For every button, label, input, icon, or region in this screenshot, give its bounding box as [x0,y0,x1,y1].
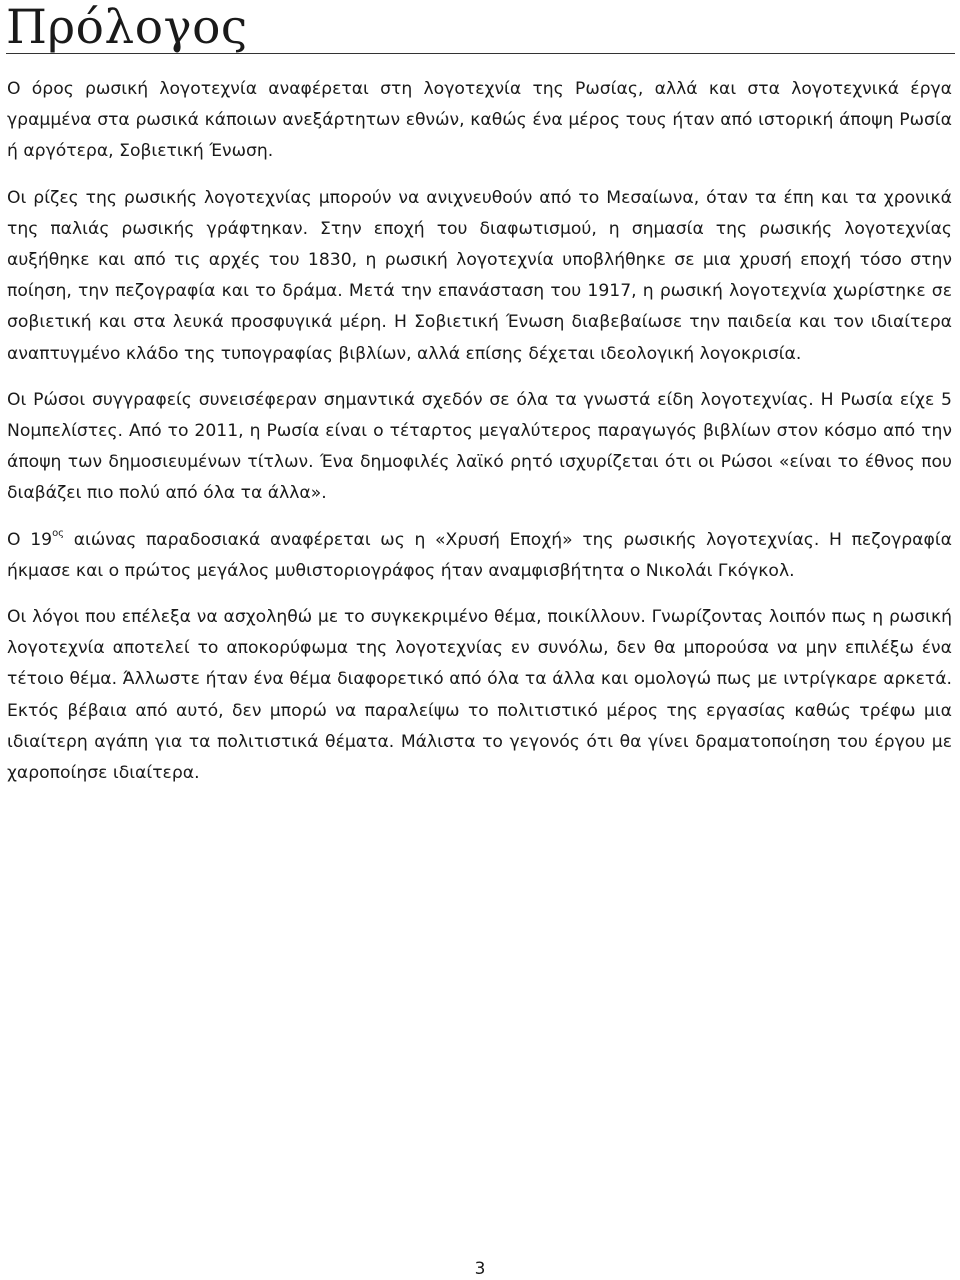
paragraph-contributions: Οι Ρώσοι συγγραφείς συνεισέφεραν σημαντικά σχεδόν σε όλα τα γνωστά είδη λογοτεχνίας. Η Ρωσία είχε 5 Νομπελίστες. Από το 2011, η Ρωσία είναι ο τέταρτος μεγαλύτερος παραγωγός βιβλίων στον κόσμο από την άποψη των δημοσιευμένων τίτλων. Ένα δημοφιλές λαϊκό ρητό ισχυρίζεται ότι οι Ρώσοι «είναι το έθνος που διαβάζει πιο πολύ από όλα τα άλλα». [7,389,952,504]
document-body [7,74,952,804]
paragraph-golden-age [7,525,952,587]
page-title: Πρόλογος [6,0,248,55]
golden-age-rest: αιώνας παραδοσιακά αναφέρεται ως η «Χρυσή Εποχή» της ρωσικής λογοτεχνίας. Η πεζογραφία ήκμασε και ο πρώτος μεγάλος μυθιστοριογράφος ήταν αναμφισβήτητα ο Νικολάι Γκόγκολ. [7,529,952,581]
title-underline [6,53,955,54]
ordinal-superscript: ος [52,527,65,539]
paragraph-history: Οι ρίζες της ρωσικής λογοτεχνίας μπορούν να ανιχνευθούν από το Μεσαίωνα, όταν τα έπη και τα χρονικά της παλιάς ρωσικής γράφτηκαν. Στην εποχή του διαφωτισμού, η σημασία της ρωσικής λογοτεχνίας αυξήθηκε και από τις αρχές του 1830, η ρωσική λογοτεχνία υποβλήθηκε σε μια χρυσή εποχή τόσο στην ποίηση, την πεζογραφία και το δράμα. Μετά την επανάσταση του 1917, η ρωσική λογοτεχνία χωρίστηκε σε σοβιετική και στα λευκά προσφυγικά μέρη. Η Σοβιετική Ένωση διαβεβαίωσε την παιδεία και τον ιδιαίτερα αναπτυγμένο κλάδο της τυπογραφίας βιβλίων, αλλά επίσης δέχεται ιδεολογική λογοκρισία. [7,187,952,364]
page-number: 3 [474,1259,486,1279]
golden-age-prefix: Ο 19 [7,529,53,550]
paragraph-reasons: Οι λόγοι που επέλεξα να ασχοληθώ με το συγκεκριμένο θέμα, ποικίλλουν. Γνωρίζοντας λοιπόν πως η ρωσική λογοτεχνία αποτελεί το αποκορύφωμα της λογοτεχνίας εν συνόλω, δεν θα μπορούσα να μην επιλέξω ένα τέτοιο θέμα. Άλλωστε ήταν ένα θέμα διαφορετικό από όλα τα άλλα και ομολογώ πως με ιντρίγκαρε αρκετά. Εκτός βέβαια από αυτό, δεν μπορώ να παραλείψω το πολιτιστικό μέρος της εργασίας καθώς τρέφω μια ιδιαίτερη αγάπη για τα πολιτιστικά θέματα. Μάλιστα το γεγονός ότι θα γίνει δραματοποίηση του έργου με χαροποίησε ιδιαίτερα. [7,607,952,784]
paragraph-definition: Ο όρος ρωσική λογοτεχνία αναφέρεται στη λογοτεχνία της Ρωσίας, αλλά και στα λογοτεχνικά έργα γραμμένα στα ρωσικά κάποιων ανεξάρτητων εθνών, καθώς ένα μέρος τους ήταν από ιστορική άποψη Ρωσία ή αργότερα, Σοβιετική Ένωση. [7,79,952,162]
